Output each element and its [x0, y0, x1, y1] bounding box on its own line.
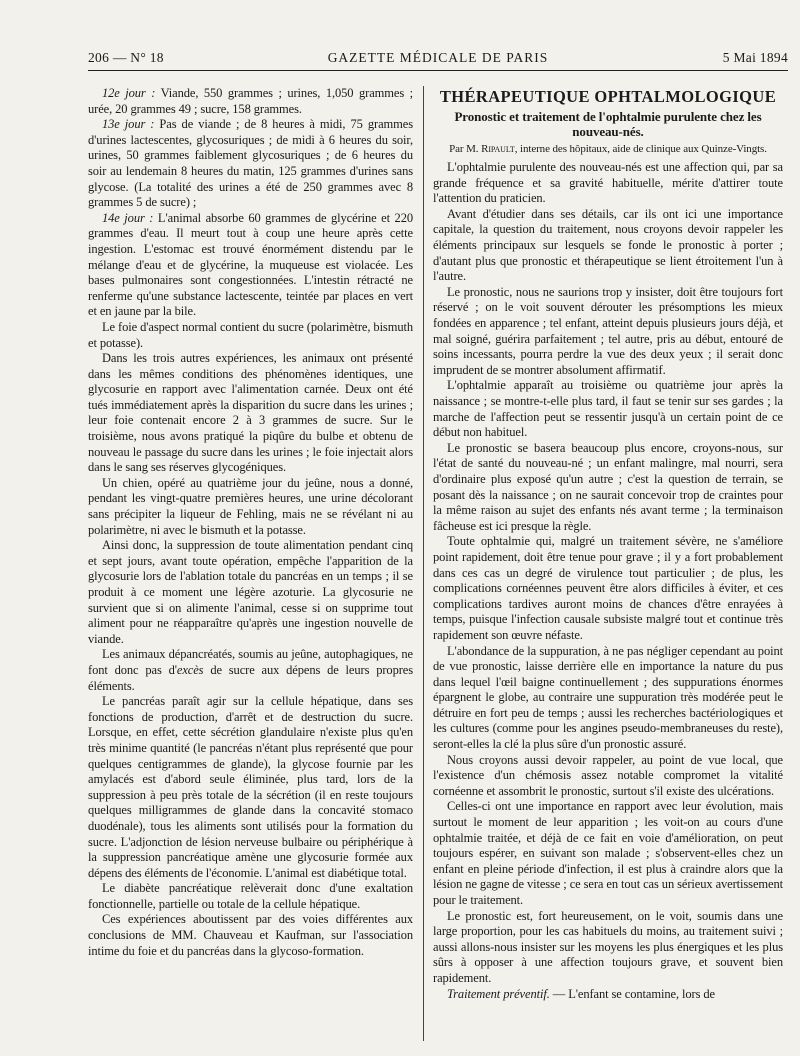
- paragraph: Dans les trois autres expériences, les animaux ont présenté dans les mêmes conditions des phénomènes identiques, une glycosurie en rapport avec l'alimentation carnée. Deux ont été tués immédiatement après la disparition du sucre dans les urines ; leur foie contenait encore 2 à 3 grammes de sucre. Sur le troisième, nous avons pratiqué la piqûre du bulbe et obtenu de nouveau le passage du sucre dans les urines ; le foie injectait alors dans le sang ses réserves glycogéniques.: [88, 351, 413, 475]
- paragraph: Avant d'étudier dans ses détails, car ils ont ici une importance capitale, la question du traitement, nous croyons devoir rappeler les éléments principaux sur lesquels se fonde le pronostic à porter ; d'autant plus que pronostic et thérapeutique se lient étroitement l'un à l'autre.: [433, 206, 783, 284]
- day-label: 13e jour :: [102, 117, 155, 132]
- left-column: [88, 86, 413, 1041]
- paragraph: Ainsi donc, la suppression de toute alimentation pendant cinq et sept jours, avant toute opération, empêche l'apparition de la glycosurie lors de l'ablation totale du pancréas en un temps ; il se produit à ce moment une légère azoturie. La glycosurie ne survient que si on alimente l'animal, cesse si on supprime tout aliment pour ne réapparaître qu'après une ingestion nouvelle de viande.: [88, 538, 413, 646]
- journal-title: GAZETTE MÉDICALE DE PARIS: [327, 50, 549, 65]
- right-column: [433, 86, 783, 1041]
- paragraph: Les animaux dépancréatés, soumis au jeûne, autophagiques, ne font donc pas d'excès de sucre aux dépens de leurs propres éléments.: [88, 647, 413, 693]
- issue-date: 5 Mai 1894: [722, 50, 788, 65]
- paragraph: Le diabète pancréatique relèverait donc d'une exaltation fonctionnelle, partielle ou totale de la cellule hépatique.: [88, 881, 413, 911]
- paragraph-day-14: 14e jour : L'animal absorbe 60 grammes de glycérine et 220 grammes d'eau. Il meurt tout à coup une heure après cette ingestion. L'estomac est trouvé énormément distendu par le mélange d'eau et de glycérine, la muqueuse est violacée. Les bases pulmonaires sont congestionnées. L'intestin rétracté ne renferme qu'une substance lactescente, teintée par places en vert et en jaune par la bile.: [88, 210, 413, 319]
- paragraph-day-13: 13e jour : Pas de viande ; de 8 heures à midi, 75 grammes d'urines lactescentes, glycosuriques ; de midi à 6 heures du soir, urines, 50 grammes faiblement glycosuriques ; de 6 heures du soir au lendemain 8 heures du matin, 125 grammes d'urines sans glycose. (La totalité des urines a été de 250 grammes avec 8 grammes 5 de sucre) ;: [88, 117, 413, 210]
- page-header: [88, 46, 788, 68]
- byline: Par M. Ripault, interne des hôpitaux, aide de clinique aux Quinze-Vingts.: [449, 142, 767, 155]
- column-divider: [423, 86, 424, 1041]
- header-rule: [88, 70, 788, 71]
- paragraph: Ces expériences aboutissent par des voies différentes aux conclusions de MM. Chauveau et Kaufman, sur l'association intime du foie et du pancréas dans la glycoso-formation.: [88, 912, 413, 958]
- paragraph: Le pancréas paraît agir sur la cellule hépatique, dans ses fonctions de production, d'arrêt et de destruction du sucre. Lorsque, en effet, cette sécrétion glandulaire n'existe plus qu'en très minime quantité (le pancréas n'étant plus représenté que pour quelques centigrammes de glande), la glycose fournie par les amylacés est d'abord seule éliminée, plus tard, lors de la suppression à peu près totale de la sécrétion (il en reste toujours quelques milligrammes de glande dans la concavité stomaco duodénale), tous les aliments sont utilisés pour la formation du sucre. L'adjonction de lésion nerveuse bulbaire ou périphérique à la suppression pancréatique amène une glycosurie formée aux dépens des éléments de l'économie. L'animal est diabétique total.: [88, 694, 413, 880]
- paragraph-day-12: 12e jour : Viande, 550 grammes ; urines, 1,050 grammes ; urée, 20 grammes 49 ; sucre, 158 grammes.: [88, 86, 413, 116]
- paragraph: Le pronostic, nous ne saurions trop y insister, doit être toujours fort réservé ; on le voit souvent dérouter les présomptions les mieux fondées en apparence ; tel enfant, atteint depuis plusieurs jours déjà, et mal soigné, guérira parfaitement ; tel autre, pris au début, entouré de soins incessants, pourra perdre la vue des deux yeux ; il serait donc imprudent de se montrer absolument affirmatif.: [433, 284, 783, 377]
- author-name: Ripault: [481, 142, 515, 155]
- paragraph: Celles-ci ont une importance en rapport avec leur évolution, mais surtout le moment de leur apparition ; les voit-on au cours d'une ophtalmie traitée, et déjà de ce fait en voie d'amélioration, on peut toujours espérer, en suivant son malade ; s'observent-elles chez un enfant en pleine période d'infection, il est plus à craindre alors que la lésion ne gagne de vitesse ; ce sera en tout cas un sérieux avertissement pour le traitement.: [433, 799, 783, 907]
- paragraph: Le pronostic est, fort heureusement, on le voit, soumis dans une large proportion, pour les cas habituels du moins, au traitement suivi ; aussi allons-nous insister sur les moyens les plus énergiques et les plus sûrs à opposer à une affection toujours grave, et souvent bien rapidement.: [433, 908, 783, 985]
- paragraph: L'abondance de la suppuration, à ne pas négliger cependant au point de vue pronostic, laisse derrière elle en importance la nature du pus dans lequel l'œil baigne continuellement ; des suppurations énormes épargnent le globe, au contraire une suppuration très modérée peut le détruire en fort peu de temps ; aussi les recherches bactériologiques et les cultures (comme pour les angines pseudo-membraneuses du reste), seront-elles la clé la plus sûre d'un pronostic assuré.: [433, 643, 783, 752]
- paragraph: L'ophtalmie apparaît au troisième ou quatrième jour après la naissance ; se montre-t-elle plus tard, il faut se tenir sur ses gardes ; la marche de l'affection peut se ressentir jusqu'à un certain point de ce début non habituel.: [433, 378, 783, 440]
- paragraph: Le pronostic se basera beaucoup plus encore, croyons-nous, sur l'état de santé du nouveau-né ; un enfant malingre, mal nourri, sera d'ordinaire plus exposé qu'un autre ; c'est la question de terrain, se posant dès la naissance ; on ne saurait concevoir trop de craintes pour la même raison au sujet des enfants nés avant terme ; la terminaison fâcheuse est ici presque la règle.: [433, 440, 783, 533]
- page-number: 206 — N° 18: [88, 50, 164, 65]
- paragraph: L'ophtalmie purulente des nouveau-nés est une affection qui, par sa grande fréquence et sa gravité habituelle, mérite d'attirer toute l'attention du praticien.: [433, 160, 783, 206]
- day-label: 14e jour :: [102, 210, 154, 225]
- paragraph: Traitement préventif. — L'enfant se contamine, lors de: [447, 986, 715, 1001]
- paragraph: Nous croyons aussi devoir rappeler, au point de vue local, que l'existence d'un chémosis assez notable compromet la vitalité cornéenne et assombrit le pronostic, surtout s'il existe des ulcérations.: [433, 752, 783, 798]
- article-title: Pronostic et traitement de l'ophtalmie purulente chez les nouveau-nés.: [454, 108, 762, 139]
- section-title: THÉRAPEUTIQUE OPHTALMOLOGIQUE: [439, 87, 777, 106]
- paragraph: Toute ophtalmie qui, malgré un traitement sévère, ne s'améliore point rapidement, doit être tenue pour grave ; il y a fort probablement dans ces cas un degré de virulence tout particulier ; de plus, les complications cornéennes peuvent être alors difficiles à éviter, et ces complications tardives auront moins de chances d'être enrayées à temps, puisque l'infection causale subsiste malgré tout et continue très rapidement son œuvre néfaste.: [433, 534, 783, 642]
- day-label: 12e jour :: [102, 86, 156, 100]
- subheading-treatment: Traitement préventif.: [447, 986, 550, 1001]
- paragraph: Un chien, opéré au quatrième jour du jeûne, nous a donné, pendant les vingt-quatre premières heures, une urine décolorant sans précipiter la liqueur de Fehling, mais ne se révélant ni au polarimètre, ni avec le bismuth et la potasse.: [88, 475, 413, 537]
- paragraph: Le foie d'aspect normal contient du sucre (polarimètre, bismuth et potasse).: [88, 319, 413, 350]
